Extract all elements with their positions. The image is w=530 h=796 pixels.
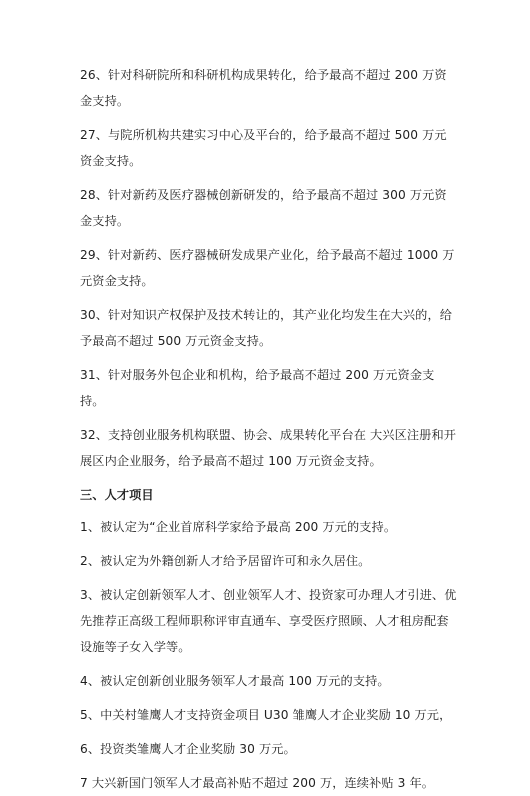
talent-item-6: 6、投资类雏鹰人才企业奖励 30 万元。	[80, 742, 296, 756]
policy-item-26: 26、针对科研院所和科研机构成果转化，给予最高不超过 200 万资金支持。	[80, 68, 447, 108]
talent-item-3: 3、被认定创新领军人才、创业领军人才、投资家可办理人才引进、优先推荐正高级工程师职称评审直通车、享受医疗照顾、人才租房配套设施等子女入学等。	[80, 588, 457, 654]
talent-item-5: 5、中关村雏鹰人才支持资金项目 U30 雏鹰人才企业奖励 10 万元，	[80, 708, 452, 722]
talent-item-7: 7 大兴新国门领军人才最高补贴不超过 200 万，连续补贴 3 年。	[80, 776, 435, 790]
policy-item-29: 29、针对新药、医疗器械研发成果产业化，给予最高不超过 1000 万元资金支持。	[80, 248, 455, 288]
policy-item-27: 27、与院所机构共建实习中心及平台的，给予最高不超过 500 万元资金支持。	[80, 128, 447, 168]
talent-item-1: 1、被认定为“企业首席科学家给予最高 200 万元的支持。	[80, 520, 397, 534]
policy-item-30: 30、针对知识产权保护及技术转让的，其产业化均发生在大兴的，给予最高不超过 500 万元资金支持。	[80, 308, 453, 348]
talent-item-4: 4、被认定创新创业服务领军人才最高 100 万元的支持。	[80, 674, 390, 688]
policy-item-31: 31、针对服务外包企业和机构，给予最高不超过 200 万元资金支持。	[80, 368, 435, 408]
policy-item-28: 28、针对新药及医疗器械创新研发的，给予最高不超过 300 万元资金支持。	[80, 188, 447, 228]
talent-item-2: 2、被认定为外籍创新人才给予居留许可和永久居住。	[80, 554, 371, 568]
policy-item-32: 32、支持创业服务机构联盟、协会、成果转化平台在 大兴区注册和开展区内企业服务，给予最高不超过 100 万元资金支持。	[80, 428, 457, 468]
section-heading-talent: 三、人才项目	[80, 488, 154, 502]
